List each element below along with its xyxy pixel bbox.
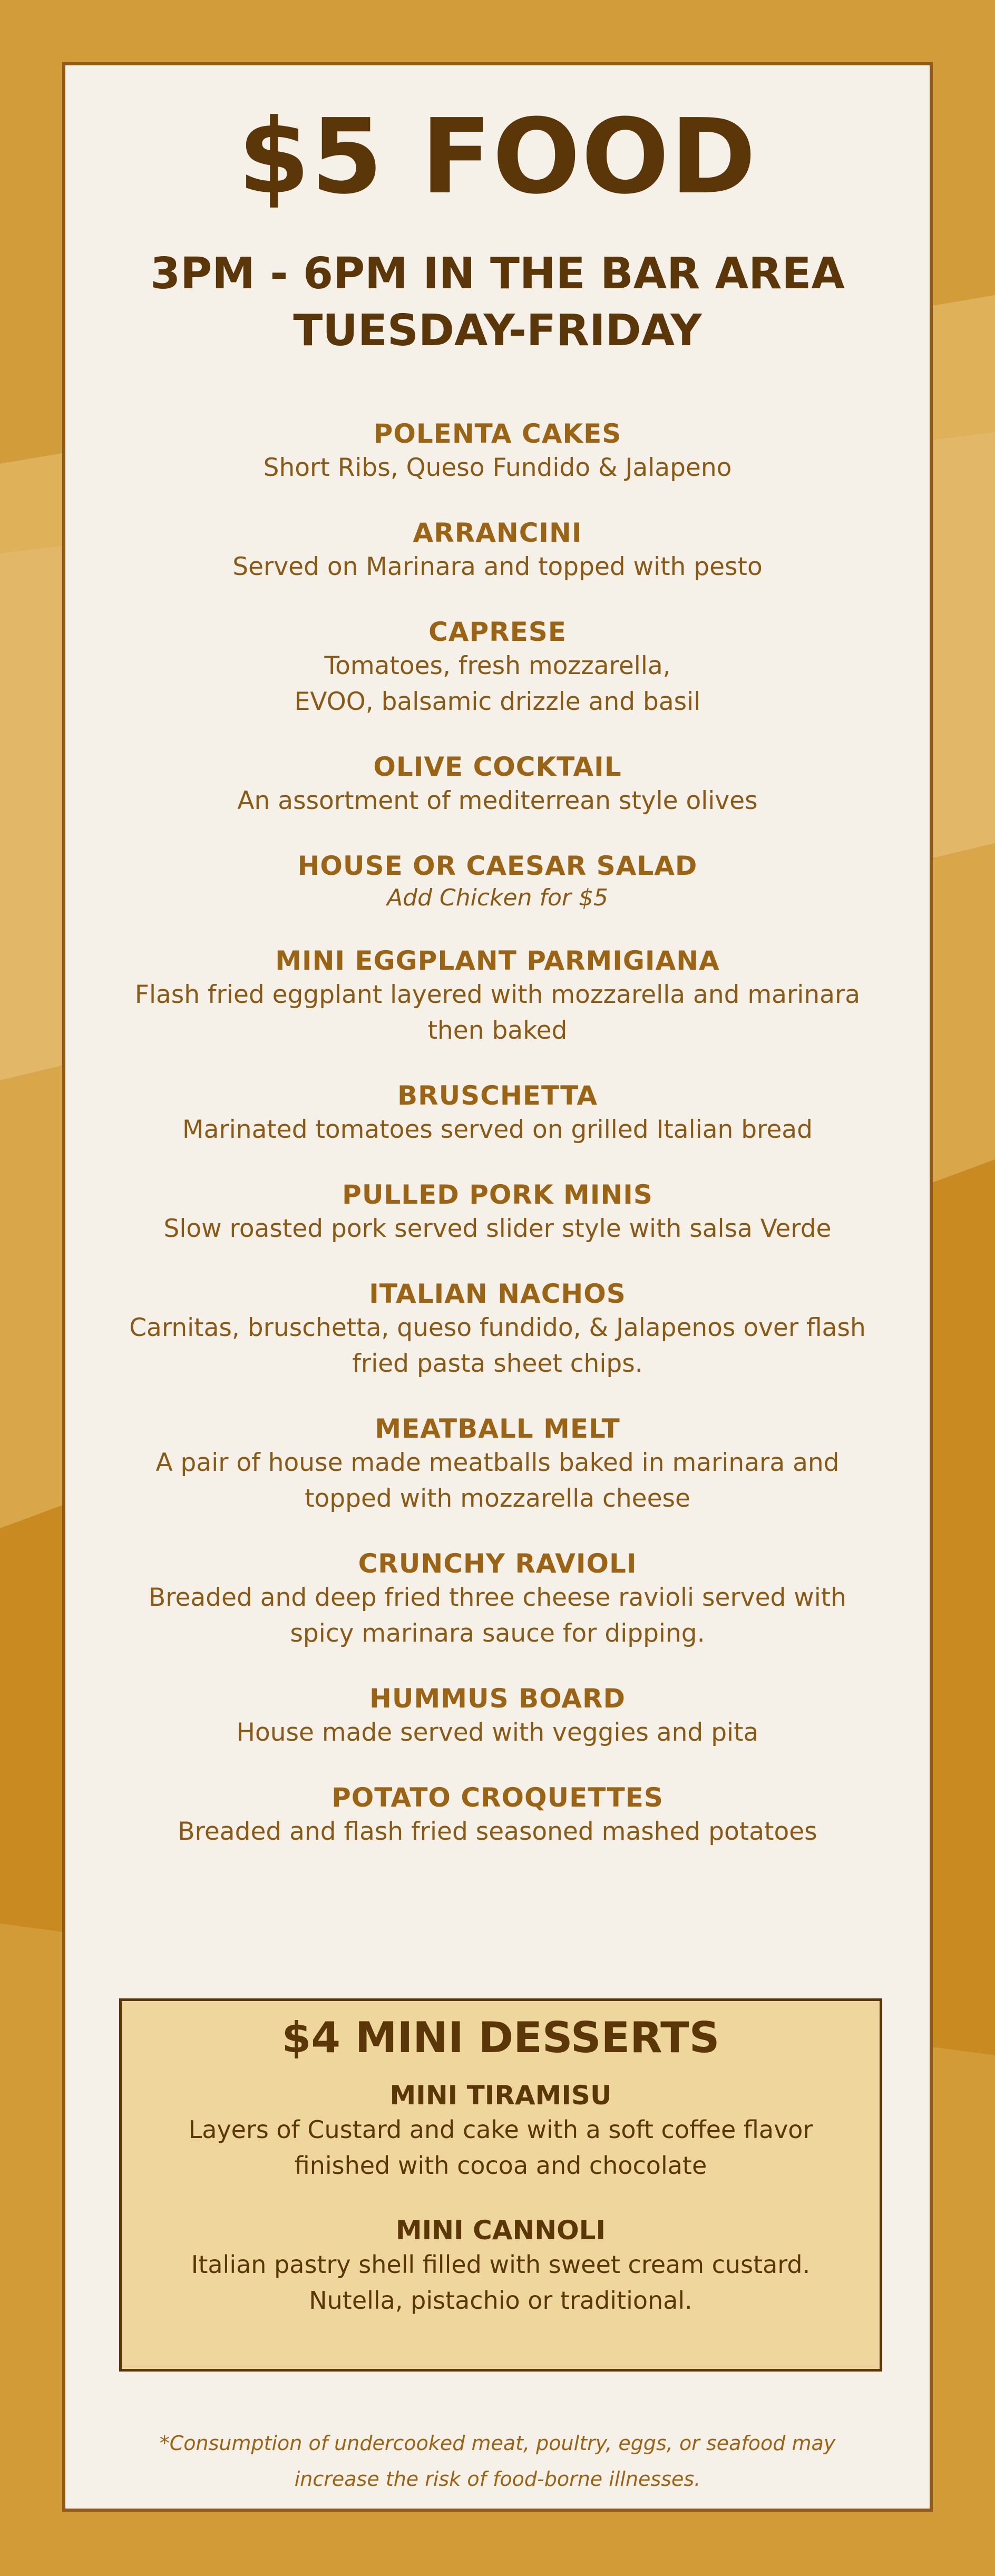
menu-list [86, 417, 909, 1880]
menu-item-name: MINI EGGPLANT PARMIGIANA [275, 945, 720, 976]
menu-item-name: ITALIAN NACHOS [369, 1279, 626, 1309]
menu-card [62, 62, 933, 2512]
menu-item-name: POTATO CROQUETTES [331, 1782, 664, 1813]
menu-item [86, 750, 909, 819]
menu-item-description: Served on Marinara and topped with pesto [232, 552, 763, 581]
menu-item-name: CRUNCHY RAVIOLI [358, 1548, 637, 1579]
menu-item-description: A pair of house made meatballs baked in marinara and topped with mozzarella cheese [155, 1448, 840, 1513]
menu-item-name: OLIVE COCKTAIL [373, 752, 622, 782]
menu-item-description: Carnitas, bruschetta, queso fundido, & Jalapenos over flash fried pasta sheet chips. [129, 1313, 866, 1378]
menu-item-description: Marinated tomatoes served on grilled Italian bread [182, 1115, 813, 1144]
menu-item-name: HUMMUS BOARD [369, 1683, 626, 1714]
menu-item-name: CAPRESE [428, 617, 567, 647]
menu-item [86, 516, 909, 585]
menu-item-name: ARRANCINI [413, 518, 582, 548]
menu-item [86, 1079, 909, 1148]
dessert-name: MINI TIRAMISU [389, 2080, 612, 2111]
menu-item-description: House made served with veggies and pita [236, 1718, 759, 1747]
dessert-description: Italian pastry shell filled with sweet cream custard. Nutella, pistachio or traditional. [191, 2250, 811, 2315]
menu-item-description: Add Chicken for $5 [387, 884, 608, 911]
menu-item-description: An assortment of mediterrean style olives [237, 786, 758, 815]
menu-item [86, 1412, 909, 1517]
dessert-item [122, 2214, 880, 2318]
menu-item-name: HOUSE OR CAESAR SALAD [297, 851, 698, 881]
desserts-title: $4 MINI DESSERTS [281, 2013, 720, 2062]
menu-item-description: Tomatoes, fresh mozzarella, EVOO, balsamic drizzle and basil [294, 651, 701, 716]
dessert-item [122, 2079, 880, 2183]
desserts-box [119, 1998, 882, 2372]
menu-item-name: BRUSCHETTA [397, 1080, 598, 1111]
menu-item [86, 1277, 909, 1382]
dessert-name: MINI CANNOLI [395, 2215, 606, 2246]
headline: $5 FOOD [238, 97, 757, 217]
subhead: 3PM - 6PM IN THE BAR AREA TUESDAY-FRIDAY [150, 249, 845, 356]
menu-item [86, 616, 909, 720]
menu-item [86, 1547, 909, 1652]
menu-item-description: Short Ribs, Queso Fundido & Jalapeno [263, 453, 732, 482]
menu-item [86, 417, 909, 486]
menu-item-name: MEATBALL MELT [375, 1413, 620, 1444]
menu-item-name: POLENTA CAKES [373, 418, 622, 449]
dessert-list [122, 2079, 880, 2318]
dessert-description: Layers of Custard and cake with a soft coffee flavor finished with cocoa and chocolate [188, 2115, 813, 2180]
menu-item-description: Flash fried eggplant layered with mozzarella and marinara then baked [134, 980, 861, 1045]
menu-item-description: Breaded and deep fried three cheese ravioli served with spicy marinara sauce for dipping. [148, 1583, 847, 1648]
menu-item [86, 1178, 909, 1247]
menu-item-description: Slow roasted pork served slider style with salsa Verde [163, 1214, 832, 1243]
menu-item [86, 1682, 909, 1751]
menu-item [86, 850, 909, 914]
menu-item-description: Breaded and flash fried seasoned mashed potatoes [178, 1817, 817, 1846]
menu-item [86, 944, 909, 1049]
menu-item [86, 1781, 909, 1850]
disclaimer: *Consumption of undercooked meat, poultry, eggs, or seafood may increase the risk of food-borne illnesses. [159, 2432, 836, 2491]
menu-item-name: PULLED PORK MINIS [342, 1179, 653, 1210]
